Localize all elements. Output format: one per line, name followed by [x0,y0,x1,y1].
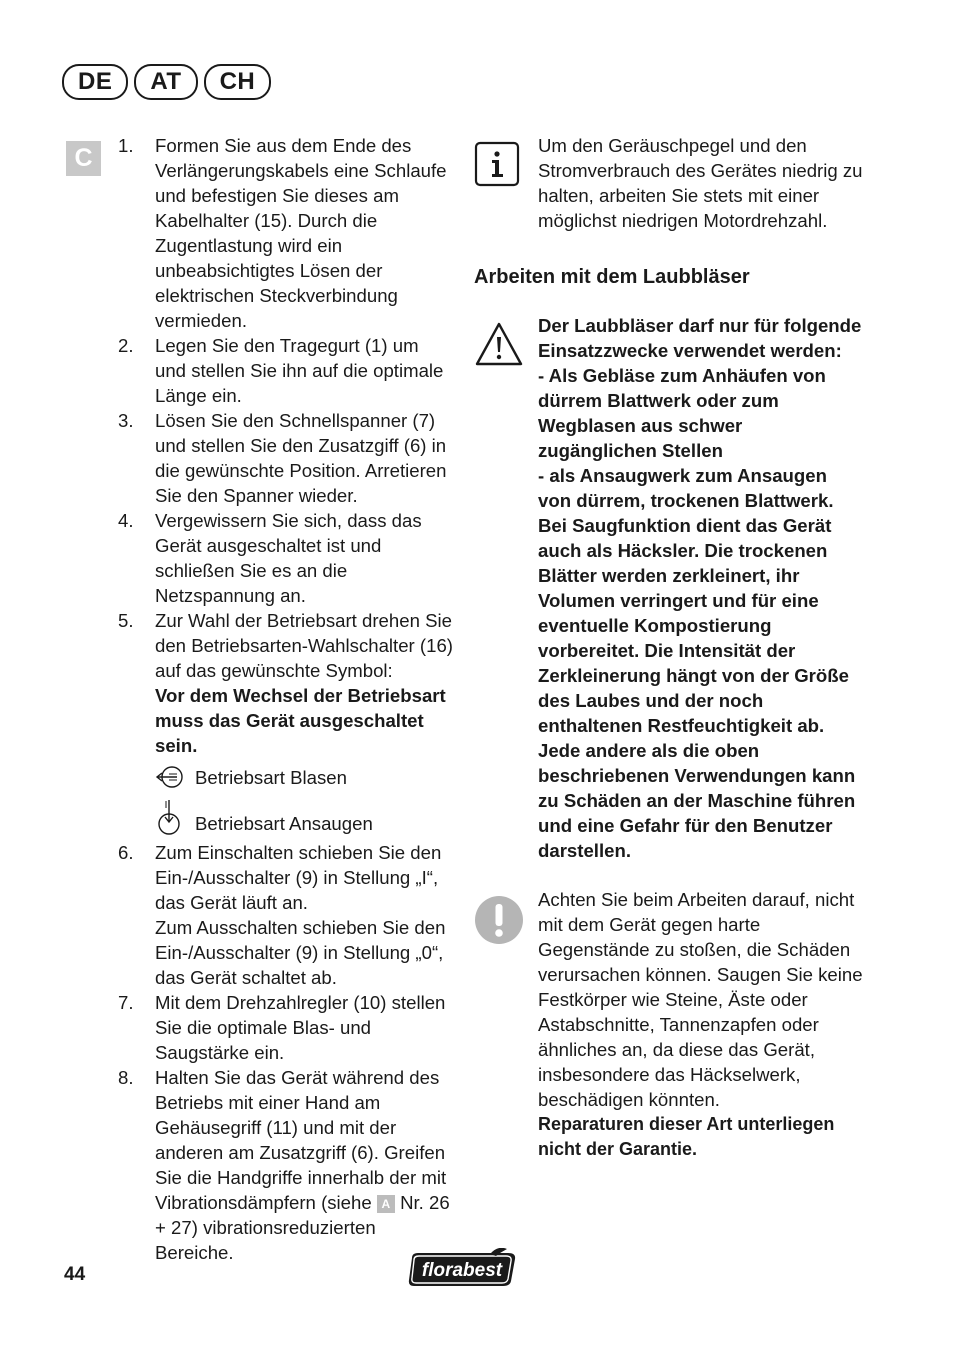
step-6 [118,840,453,990]
step-text: Halten Sie das Gerät während des Betriebs mit einer Hand am Gehäusegriff (11) und mit der anderen am Zusatzgriff (6). Greifen Sie die Handgriffe innerhalb der mit Vibrationsdämpfern (siehe [155,1067,447,1213]
info-note-text: Um den Geräuschpegel und den Stromverbrauch des Gerätes niedrig zu halten, arbeiten Sie stets mit einer möglichst niedrigen Motordrehzahl. [538,135,863,231]
country-badges [62,64,271,100]
page-number: 44 [64,1264,86,1285]
step-3 [118,408,453,508]
step-text: Lösen Sie den Schnellspanner (7) und stellen Sie den Zusatzgiff (6) in die gewünschte Position. Arretieren Sie den Spanner wieder. [155,410,447,506]
step-number: 2. [118,335,134,356]
step-text: Vergewissern Sie sich, dass das Gerät ausgeschaltet ist und schließen Sie es an die Netzspannung an. [155,510,422,606]
warning-item: - Als Gebläse zum Anhäufen von dürrem Blattwerk oder zum Wegblasen aus schwer zugänglichen Stellen [538,365,826,461]
mode-suction [155,796,453,840]
info-icon [474,141,520,193]
warning-closing: Jede andere als die oben beschriebenen Verwendungen kann zu Schäden an der Maschine führen und eine Gefahr für den Benutzer darstellen. [538,740,856,861]
step-5 [118,608,453,840]
step-bold-note: Vor dem Wechsel der Betriebsart muss das Gerät ausgeschaltet sein. [155,685,446,756]
instruction-steps [118,133,453,1265]
step-2 [118,333,453,408]
right-column [474,133,864,1162]
warning-intro: Der Laubbläser darf nur für folgende Einsatzzwecke verwendet werden: [538,315,862,361]
step-number: 8. [118,1067,134,1088]
figure-reference-badge: A [377,1195,395,1213]
brand-logo [406,1248,520,1295]
caution-note [474,887,864,1162]
step-number: 6. [118,842,134,863]
step-text: Legen Sie den Tragegurt (1) um und stellen Sie ihn auf die optimale Länge ein. [155,335,444,406]
step-number: 4. [118,510,134,531]
step-text: Mit dem Drehzahlregler (10) stellen Sie die optimale Blas- und Saugstärke ein. [155,992,446,1063]
exclamation-circle-icon [474,895,524,951]
step-text-continued: Zum Ausschalten schieben Sie den Ein-/Ausschalter (9) in Stellung „0“, das Gerät schaltet ab. [155,917,446,988]
step-text: Zur Wahl der Betriebsart drehen Sie den Betriebsarten-Wahlschalter (16) auf das gewünschte Symbol: [155,610,453,681]
step-text: Zum Einschalten schieben Sie den Ein-/Ausschalter (9) in Stellung „I“, das Gerät läuft an. [155,842,442,913]
step-1 [118,133,453,333]
step-text-continued: Nr. 26 + 27) vibrationsreduzierten Bereiche. [155,1192,450,1263]
warning-triangle-icon [474,321,524,373]
step-number: 1. [118,135,134,156]
warning-item: - als Ansaugwerk zum Ansaugen von dürrem, trockenen Blattwerk. Bei Saugfunktion dient das Gerät auch als Häcksler. Die trockenen Blätter werden zerkleinert, ihr Volumen verringert und für eine eventuelle Kompostierung vorbereitet. Die Intensität der Zerkleinerung hängt von der Größe des Laubes und der noch enthaltenen Restfeuchtigkeit ab. [538,465,849,736]
mode-blow [155,764,453,790]
caution-text: Achten Sie beim Arbeiten darauf, nicht mit dem Gerät gegen harte Gegenstände zu stoßen, die Schäden verursachen können. Saugen Sie keine Festkörper wie Steine, Äste oder Astabschnitte, Tannenzapfen oder ähnliches an, da diese das Gerät, insbesondere das Häckselwerk, beschädigen könnten. [538,889,863,1110]
mode-blow-label: Betriebsart Blasen [195,766,347,788]
mode-suction-label: Betriebsart Ansaugen [195,813,373,834]
country-badge-ch: CH [204,64,272,100]
country-badge-de: DE [62,64,128,100]
blow-mode-icon [155,765,185,789]
section-marker: C [66,141,101,176]
step-text: Formen Sie aus dem Ende des Verlängerungskabels eine Schlaufe und befestigen Sie dieses am Kabelhalter (15). Durch die Zugentlastung wird ein unbeabsichtigtes Lösen der elektrischen Steckverbindung vermieden. [155,135,447,331]
usage-warning [474,313,864,863]
step-number: 3. [118,410,134,431]
info-note [474,133,864,233]
svg-text:florabest: florabest [421,1260,503,1281]
step-number: 7. [118,992,134,1013]
step-number: 5. [118,610,134,631]
section-heading: Arbeiten mit dem Laubbläser [474,266,750,288]
step-8 [118,1065,453,1265]
step-7 [118,990,453,1065]
step-4 [118,508,453,608]
country-badge-at: AT [134,64,197,100]
suction-mode-icon [155,798,185,836]
caution-bold-note: Reparaturen dieser Art unterliegen nicht der Garantie. [538,1114,835,1159]
